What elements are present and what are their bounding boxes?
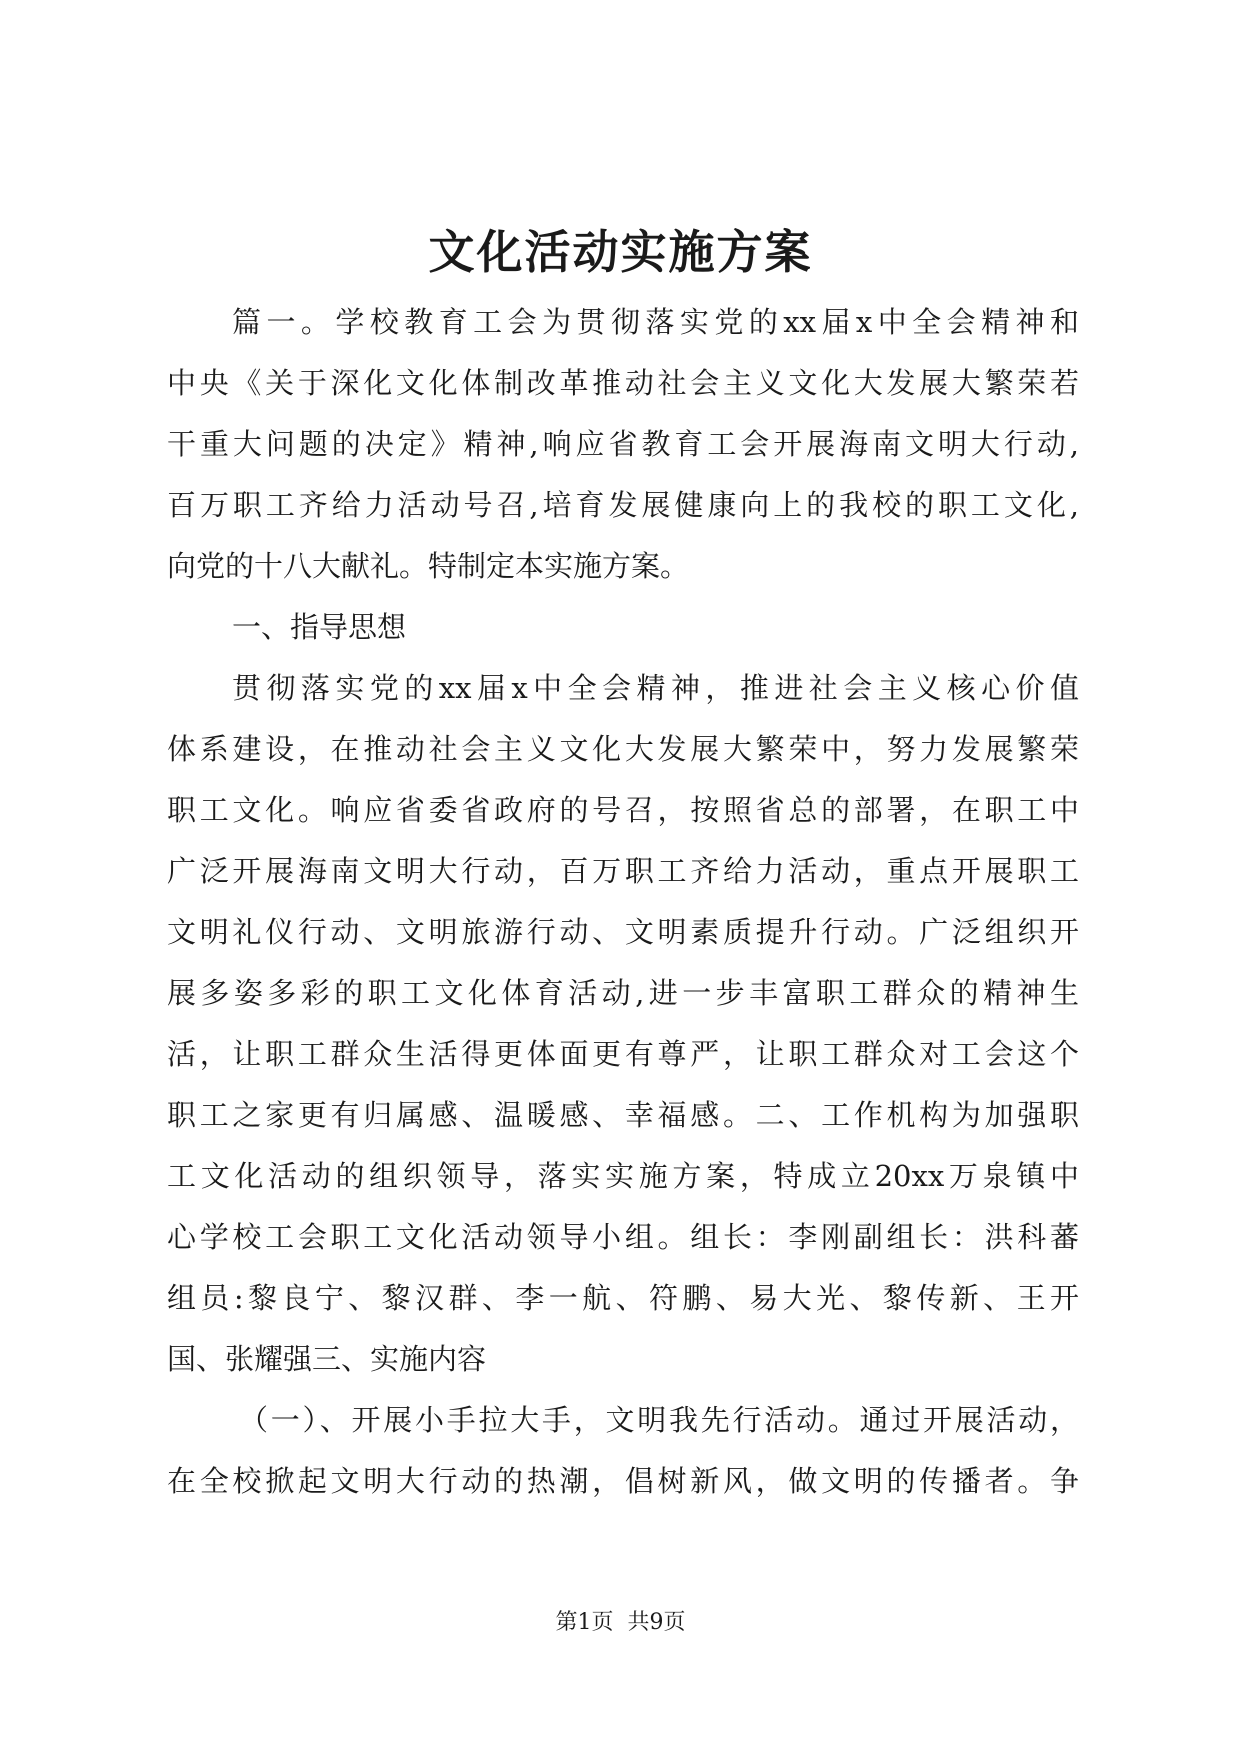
body-line: 文明礼仪行动、文明旅游行动、文明素质提升行动。广泛组织开	[167, 915, 1079, 949]
body-line: 干重大问题的决定》精神,响应省教育工会开展海南文明大行动,	[167, 427, 1079, 461]
body-line: 广泛开展海南文明大行动，百万职工齐给力活动，重点开展职工	[167, 854, 1079, 888]
body-line: 组员:黎良宁、黎汉群、李一航、符鹏、易大光、黎传新、王开	[167, 1281, 1079, 1315]
body-line: 贯彻落实党的xx届x中全会精神，推进社会主义核心价值	[232, 671, 1079, 705]
body-line: 向党的十八大献礼。特制定本实施方案。	[167, 549, 690, 583]
page-footer	[0, 1608, 1241, 1638]
body-line: 职工之家更有归属感、温暖感、幸福感。二、工作机构为加强职	[167, 1098, 1079, 1132]
body-line: 工文化活动的组织领导，落实实施方案，特成立20xx万泉镇中	[167, 1159, 1079, 1193]
page-number-label: 第1页 共9页	[555, 1610, 686, 1635]
body-line: 职工文化。响应省委省政府的号召，按照省总的部署，在职工中	[167, 793, 1079, 827]
body-line: 国、张耀强三、实施内容	[167, 1342, 487, 1376]
body-line: 百万职工齐给力活动号召,培育发展健康向上的我校的职工文化,	[167, 488, 1079, 522]
body-line: 中央《关于深化文化体制改革推动社会主义文化大发展大繁荣若	[167, 366, 1079, 400]
body-line: 心学校工会职工文化活动领导小组。组长：李刚副组长：洪科蕃	[167, 1220, 1079, 1254]
body-line: 篇一。学校教育工会为贯彻落实党的xx届x中全会精神和	[232, 305, 1079, 339]
section-heading: 一、指导思想	[232, 610, 407, 644]
body-line: 展多姿多彩的职工文化体育活动,进一步丰富职工群众的精神生	[167, 976, 1079, 1010]
body-line: 体系建设，在推动社会主义文化大发展大繁荣中，努力发展繁荣	[167, 732, 1079, 766]
body-line: （一）、开展小手拉大手，文明我先行活动。通过开展活动，	[239, 1403, 1079, 1437]
document-body	[167, 292, 1079, 1512]
document-title: 文化活动实施方案	[428, 225, 813, 279]
body-line: 在全校掀起文明大行动的热潮，倡树新风，做文明的传播者。争	[167, 1464, 1079, 1498]
body-line: 活，让职工群众生活得更体面更有尊严，让职工群众对工会这个	[167, 1037, 1079, 1071]
